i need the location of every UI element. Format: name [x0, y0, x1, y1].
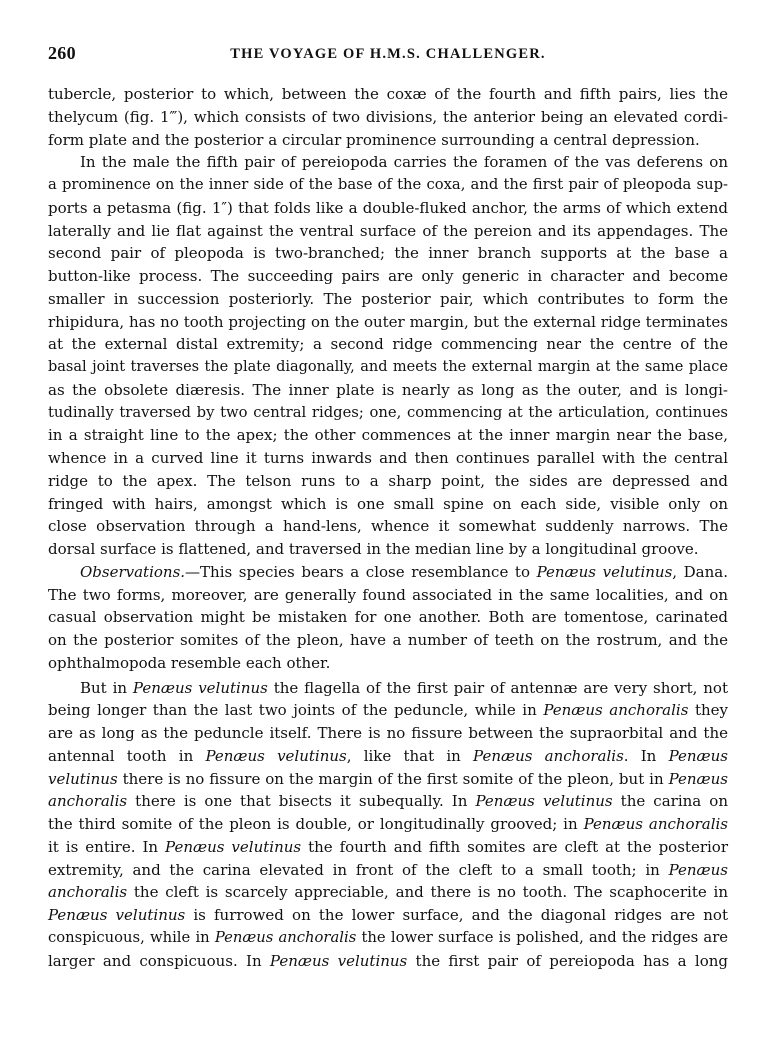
text-line: ophthalmopoda resemble each other. — [48, 653, 331, 672]
italic-term: Observations. — [80, 562, 186, 581]
text-line: In the male the fifth pair of pereiopoda carries the foramen of the vas deferens on — [80, 153, 728, 172]
italic-term: anchoralis — [48, 883, 128, 902]
text-line: are as long as the peduncle itself. There is no fissure between the supraorbital and the — [48, 724, 728, 742]
text-line: second pair of pleopoda is two-branched; the inner branch supports at the base a — [48, 244, 728, 263]
text-line: anchoralis the cleft is scarcely appreciable, and there is no tooth. The scaphocerite in — [48, 883, 728, 902]
page-number: 260 — [48, 43, 76, 63]
text-line: as the obsolete diæresis. The inner plate is nearly as long as the outer, and is longi- — [48, 380, 728, 399]
text-line: dorsal surface is flattened, and traversed in the median line by a longitudinal groove. — [48, 540, 699, 558]
text-line: basal joint traverses the plate diagonally, and meets the external margin at the same place — [48, 359, 728, 375]
italic-term: Penæus — [668, 746, 728, 765]
italic-term: Penæus velutinus — [165, 837, 302, 856]
italic-term: Penæus — [668, 769, 728, 788]
text-line: thelycum (fig. 1‴), which consists of two divisions, the anterior being an elevated cordi- — [48, 107, 728, 126]
text-line: ridge to the apex. The telson runs to a sharp point, the sides are depressed and — [48, 471, 728, 490]
italic-term: Penæus anchoralis — [583, 815, 728, 833]
italic-term: Penæus — [668, 860, 728, 879]
running-title: THE VOYAGE OF H.M.S. CHALLENGER. — [230, 46, 546, 62]
italic-term: Penæus velutinus — [475, 792, 613, 811]
body-text — [48, 83, 728, 972]
text-line: ports a petasma (fig. 1″) that folds like a double-fluked anchor, the arms of which extend — [48, 198, 728, 217]
text-line: smaller in succession posteriorly. The posterior pair, which contributes to form the — [48, 289, 728, 308]
text-line: But in Penæus velutinus the flagella of the first pair of antennæ are very short, not — [80, 678, 728, 697]
text-line: in a straight line to the apex; the other commences at the inner margin near the base, — [48, 426, 728, 445]
text-line: at the external distal extremity; a second ridge commencing near the centre of the — [48, 335, 728, 354]
text-line: conspicuous, while in Penæus anchoralis the lower surface is polished, and the ridges are — [48, 928, 729, 946]
italic-term: Penæus velutinus — [132, 678, 268, 697]
italic-term: Penæus velutinus — [269, 951, 408, 970]
text-line: casual observation might be mistaken for one another. Both are tomentose, carinated — [48, 608, 728, 627]
running-head — [48, 43, 728, 69]
text-line: it is entire. In Penæus velutinus the fourth and fifth somites are cleft at the posterior — [48, 837, 728, 856]
text-line: a prominence on the inner side of the base of the coxa, and the first pair of pleopoda sup- — [48, 176, 728, 193]
italic-term: Penæus anchoralis — [214, 928, 357, 946]
text-line: The two forms, moreover, are generally found associated in the same localities, and on — [48, 585, 728, 604]
text-line: the third somite of the pleon is double, or longitudinally grooved; in Penæus anchoralis — [48, 815, 728, 833]
text-line: tudinally traversed by two central ridges; one, commencing at the articulation, continues — [48, 403, 728, 421]
text-line: close observation through a hand-lens, whence it somewhat suddenly narrows. The — [48, 517, 728, 536]
text-line: antennal tooth in Penæus velutinus, like that in Penæus anchoralis. In Penæus — [48, 746, 728, 765]
text-line: whence in a curved line it turns inwards and then continues parallel with the central — [48, 449, 728, 467]
text-line: on the posterior somites of the pleon, have a number of teeth on the rostrum, and the — [48, 631, 728, 649]
italic-term: Penæus velutinus — [536, 562, 673, 581]
text-line: button-like process. The succeeding pairs are only generic in character and become — [48, 267, 728, 285]
text-line: fringed with hairs, amongst which is one small spine on each side, visible only on — [48, 494, 728, 513]
text-line: larger and conspicuous. In Penæus velutinus the first pair of pereiopoda has a long — [48, 951, 728, 970]
text-line: laterally and lie flat against the ventral surface of the pereion and its appendages. The — [48, 221, 728, 240]
text-line: velutinus there is no fissure on the margin of the first somite of the pleon, but in Penæus — [48, 769, 728, 788]
text-line: anchoralis there is one that bisects it subequally. In Penæus velutinus the carina on — [48, 792, 728, 811]
italic-term: Penæus anchoralis — [543, 701, 689, 720]
italic-term: velutinus — [48, 769, 118, 788]
italic-term: Penæus velutinus — [48, 906, 186, 924]
text-line: Observations.—This species bears a close resemblance to Penæus velutinus, Dana. — [80, 562, 728, 581]
italic-term: anchoralis — [48, 792, 128, 811]
text-line: form plate and the posterior a circular prominence surrounding a central depression. — [48, 130, 700, 149]
italic-term: Penæus anchoralis — [473, 746, 624, 765]
text-line: Penæus velutinus is furrowed on the lower surface, and the diagonal ridges are not — [48, 906, 728, 924]
text-line: being longer than the last two joints of the peduncle, while in Penæus anchoralis they — [48, 701, 728, 720]
text-line: extremity, and the carina elevated in front of the cleft to a small tooth; in Penæus — [48, 860, 728, 879]
text-line: tubercle, posterior to which, between the coxæ of the fourth and fifth pairs, lies the — [48, 85, 728, 103]
italic-term: Penæus velutinus — [205, 746, 347, 765]
text-line: rhipidura, has no tooth projecting on the outer margin, but the external ridge terminates — [48, 312, 728, 331]
